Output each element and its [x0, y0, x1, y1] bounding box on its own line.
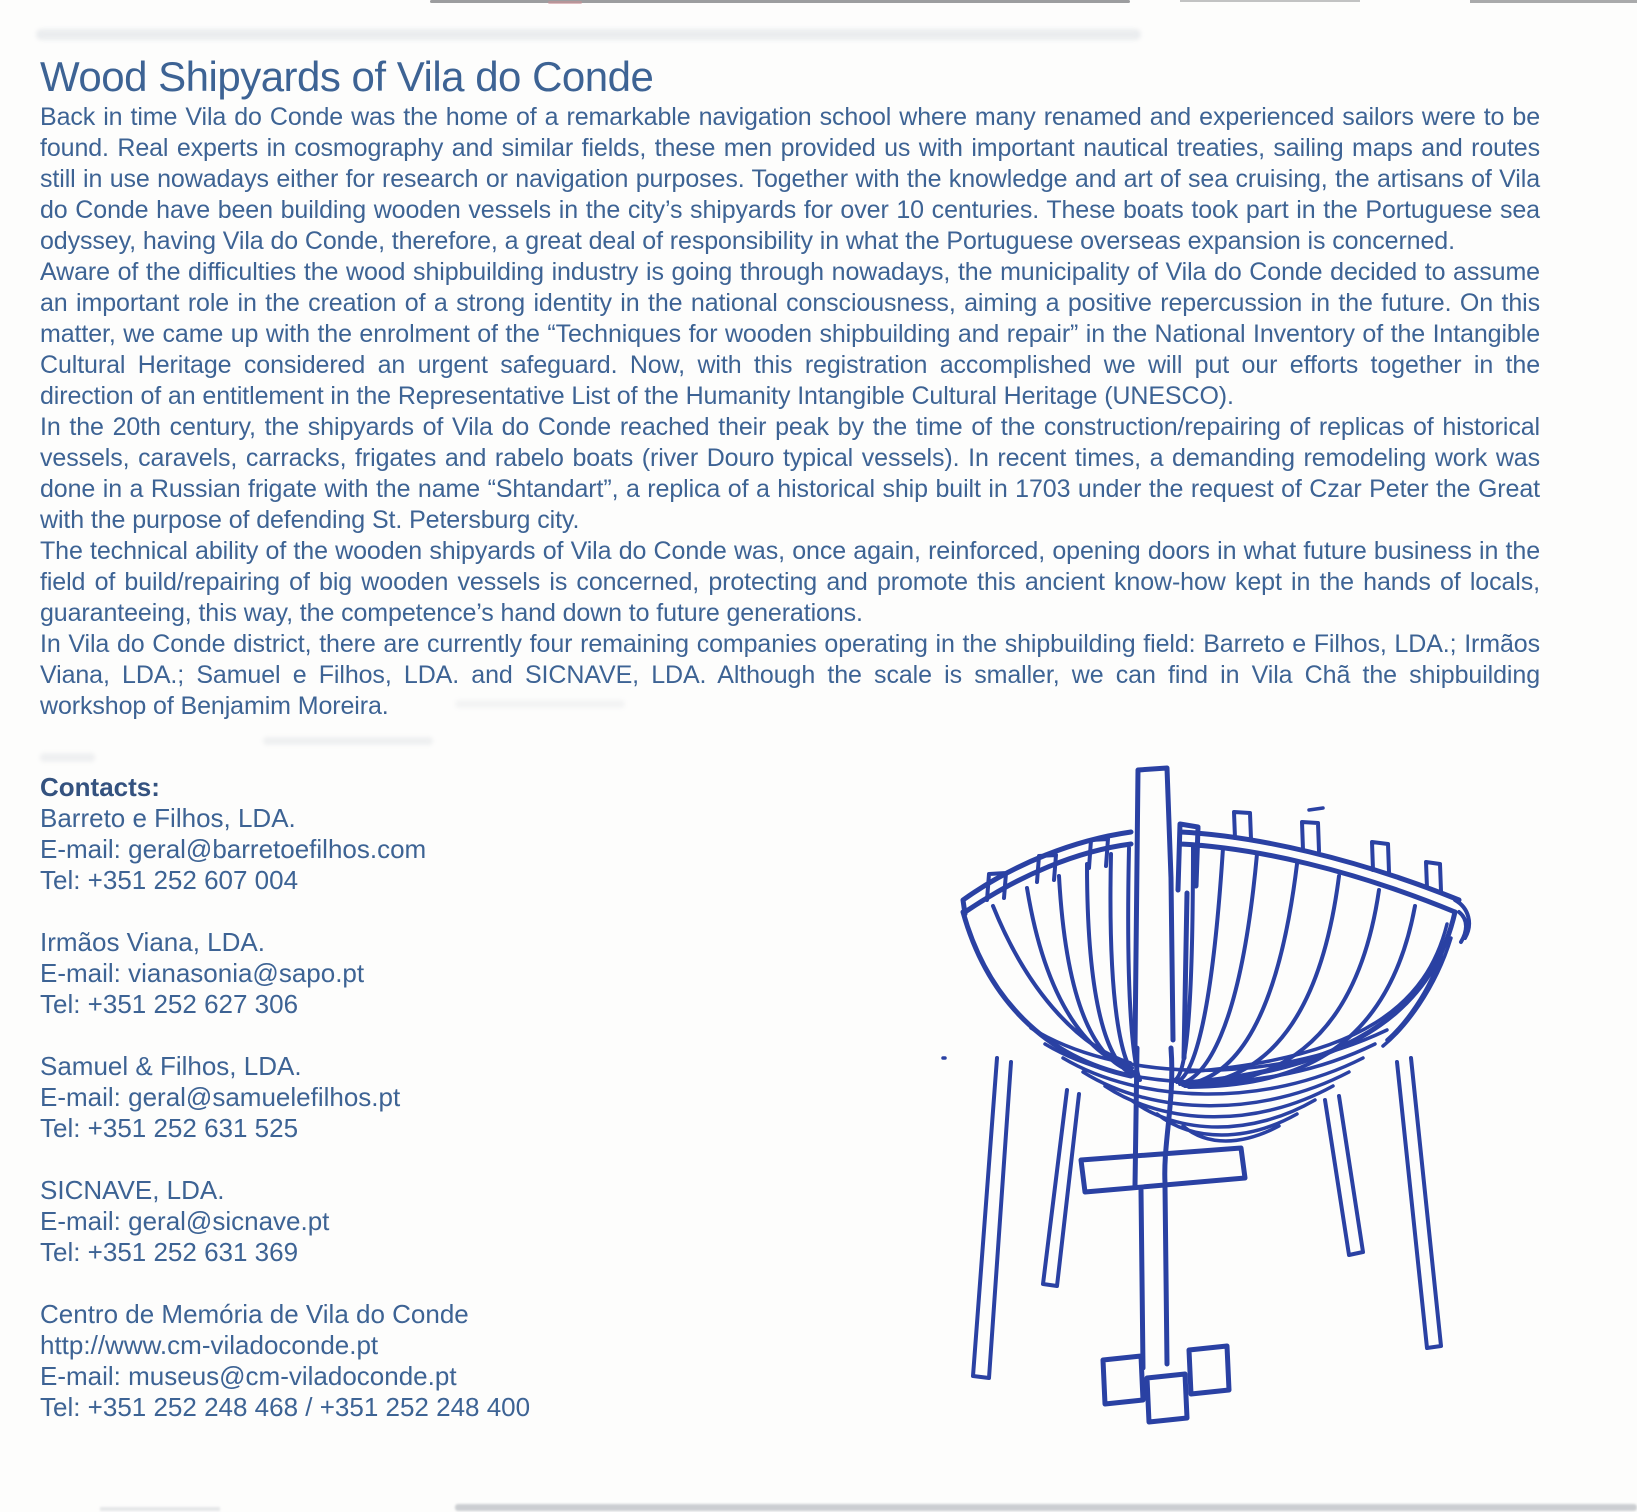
contact-entry-barreto	[40, 803, 660, 896]
contact-name: Centro de Memória de Vila do Conde	[40, 1299, 469, 1329]
page-title: Wood Shipyards of Vila do Conde	[40, 53, 654, 100]
scan-artifact-top-line	[1180, 0, 1360, 2]
contact-email: E-mail: museus@cm-viladoconde.pt	[40, 1361, 457, 1391]
scan-artifact-smudge	[263, 737, 433, 745]
boat-hull-sketch-svg	[935, 728, 1495, 1428]
boat-ink-strokes	[943, 768, 1469, 1422]
contact-entry-sicnave	[40, 1175, 660, 1268]
boat-hull-sketch	[935, 728, 1495, 1428]
contact-name: Samuel & Filhos, LDA.	[40, 1051, 302, 1081]
paragraph-companies: In Vila do Conde district, there are currently four remaining companies operating in the shipbuilding field: Barreto e Filhos, LDA.; Irmãos Viana, LDA.; Samuel e Filhos, LDA. and SICNAVE, LDA. Although the scale is smaller, we can find in Vila Chã the shipbuilding workshop of Benjamim Moreira.	[40, 630, 1540, 720]
scan-artifact-smudge	[40, 753, 95, 762]
contact-phone: Tel: +351 252 631 525	[40, 1113, 299, 1143]
article	[40, 54, 1540, 722]
contact-phone: Tel: +351 252 607 004	[40, 865, 299, 895]
contact-url: http://www.cm-viladoconde.pt	[40, 1330, 379, 1360]
scan-artifact-smudge	[36, 29, 1141, 40]
contact-entry-centro-memoria	[40, 1299, 660, 1423]
scan-artifact-bottom-line	[455, 1504, 1637, 1511]
contact-phone: Tel: +351 252 631 369	[40, 1237, 299, 1267]
contact-email: E-mail: geral@samuelefilhos.pt	[40, 1082, 401, 1112]
contact-phone: Tel: +351 252 627 306	[40, 989, 299, 1019]
contact-entry-irmaos-viana	[40, 927, 660, 1020]
scan-artifact-top-line	[430, 0, 1130, 3]
contact-entry-samuel	[40, 1051, 660, 1144]
contact-name: Barreto e Filhos, LDA.	[40, 803, 296, 833]
paragraph-technical-ability: The technical ability of the wooden shipyards of Vila do Conde was, once again, reinforced, opening doors in what future business in the field of build/repairing of big wooden vessels is concerned, protecting and promote this ancient know-how kept in the hands of locals, guaranteeing, this way, the competence’s hand down to future generations.	[40, 537, 1540, 627]
scan-artifact-pink-mark	[548, 1, 582, 4]
article-body	[40, 102, 1540, 722]
contact-name: Irmãos Viana, LDA.	[40, 927, 265, 957]
contact-email: E-mail: vianasonia@sapo.pt	[40, 958, 365, 988]
contact-name: SICNAVE, LDA.	[40, 1175, 225, 1205]
contact-email: E-mail: geral@sicnave.pt	[40, 1206, 330, 1236]
contact-phone: Tel: +351 252 248 468 / +351 252 248 400	[40, 1392, 531, 1422]
paragraph-heritage: Aware of the difficulties the wood shipbuilding industry is going through nowadays, the municipality of Vila do Conde decided to assume an important role in the creation of a strong identity in the national consciousness, aiming a positive repercussion in the future. On this matter, we came up with the enrolment of the “Techniques for wooden shipbuilding and repair” in the National Inventory of the Intangible Cultural Heritage considered an urgent safeguard. Now, with this registration accomplished we will put our efforts together in the direction of an entitlement in the Representative List of the Humanity Intangible Cultural Heritage (UNESCO).	[40, 258, 1540, 410]
paragraph-history: Back in time Vila do Conde was the home of a remarkable navigation school where many renamed and experienced sailors were to be found. Real experts in cosmography and similar fields, these men provided us with important nautical treaties, sailing maps and routes still in use nowadays either for research or navigation purposes. Together with the knowledge and art of sea cruising, the artisans of Vila do Conde have been building wooden vessels in the city’s shipyards for over 10 centuries. These boats took part in the Portuguese sea odyssey, having Vila do Conde, therefore, a great deal of responsibility in what the Portuguese overseas expansion is concerned.	[40, 103, 1540, 255]
paragraph-20th-century: In the 20th century, the shipyards of Vila do Conde reached their peak by the time of the construction/repairing of replicas of historical vessels, caravels, carracks, frigates and rabelo boats (river Douro typical vessels). In recent times, a demanding remodeling work was done in a Russian frigate with the name “Shtandart”, a replica of a historical ship built in 1703 under the request of Czar Peter the Great with the purpose of defending St. Petersburg city.	[40, 413, 1540, 534]
scan-artifact-bottom-line	[100, 1507, 220, 1511]
contacts-heading: Contacts:	[40, 772, 160, 802]
contacts-section	[40, 772, 660, 1454]
scan-artifact-top-line	[1470, 0, 1637, 3]
contact-email: E-mail: geral@barretoefilhos.com	[40, 834, 427, 864]
